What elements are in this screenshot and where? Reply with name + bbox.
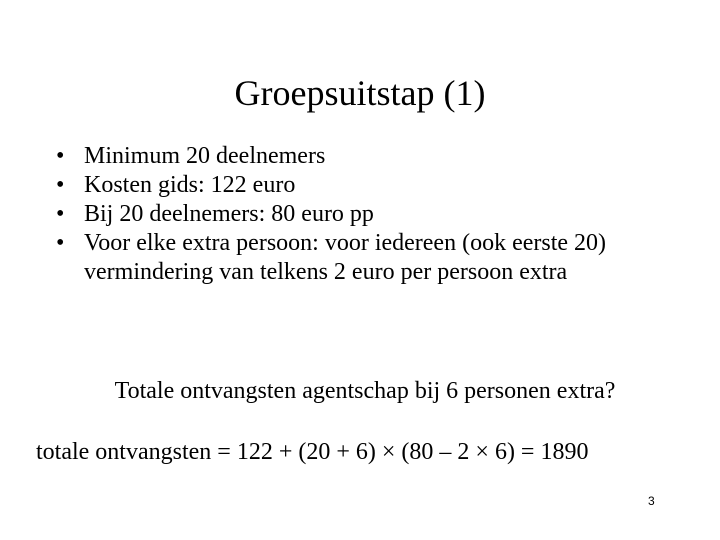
- bullet-item: • Voor elke extra persoon: voor iedereen (ook eerste 20) vermindering van telkens 2 euro per persoon extra: [56, 229, 676, 287]
- bullet-item: • Minimum 20 deelnemers: [56, 142, 676, 171]
- bullet-item: • Bij 20 deelnemers: 80 euro pp: [56, 200, 676, 229]
- bullet-list: [56, 142, 676, 287]
- bullet-item: • Kosten gids: 122 euro: [56, 171, 676, 200]
- formula-text: totale ontvangsten = 122 + (20 + 6) × (80 – 2 × 6) = 1890: [36, 439, 589, 465]
- question-text: Totale ontvangsten agentschap bij 6 personen extra?: [114, 378, 616, 404]
- slide-title: Groepsuitstap (1): [234, 73, 486, 113]
- page-number: 3: [648, 494, 655, 508]
